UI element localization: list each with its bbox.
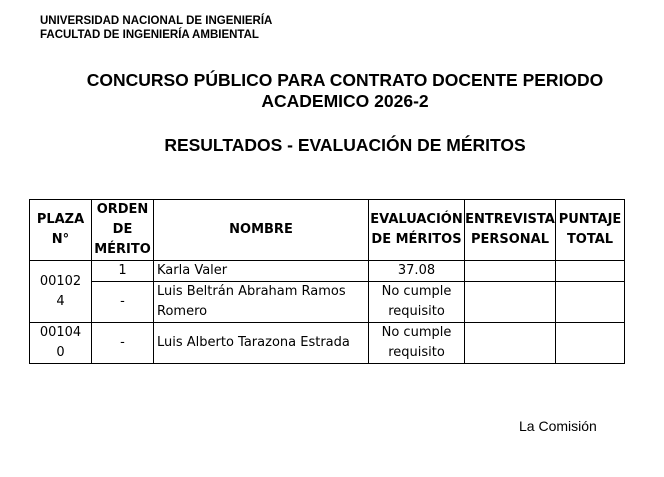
results-table [29,199,625,364]
puntaje-cell [556,323,625,364]
column-header-nombre: NOMBRE [154,200,369,261]
document-title-line-2: ACADEMICO 2026-2 [261,91,429,111]
nombre-cell: Luis Alberto Tarazona Estrada [154,323,369,364]
plaza-cell: 00102 4 [30,261,92,323]
column-header-orden: ORDEN DE MÉRITO [92,200,154,261]
column-header-evaluacion: EVALUACIÓN DE MÉRITOS [369,200,465,261]
column-header-puntaje: PUNTAJE TOTAL [556,200,625,261]
puntaje-cell [556,282,625,323]
table-row [30,323,625,364]
entrevista-cell [465,282,556,323]
nombre-cell: Luis Beltrán Abraham Ramos Romero [154,282,369,323]
entrevista-cell [465,323,556,364]
signature-committee: La Comisión [519,418,597,434]
orden-cell: - [92,323,154,364]
orden-cell: - [92,282,154,323]
nombre-cell: Karla Valer [154,261,369,282]
table-header-row [30,200,625,261]
puntaje-cell [556,261,625,282]
orden-cell: 1 [92,261,154,282]
results-title: RESULTADOS - EVALUACIÓN DE MÉRITOS [164,135,526,155]
faculty-name: FACULTAD DE INGENIERÍA AMBIENTAL [40,29,259,41]
evaluacion-cell: 37.08 [369,261,465,282]
institution-header [40,14,272,42]
entrevista-cell [465,261,556,282]
plaza-cell: 00104 0 [30,323,92,364]
evaluacion-cell: No cumple requisito [369,282,465,323]
document-title-line-1: CONCURSO PÚBLICO PARA CONTRATO DOCENTE PERIODO [86,70,604,90]
column-header-plaza: PLAZA N° [30,200,92,261]
evaluacion-cell: No cumple requisito [369,323,465,364]
table-row [30,261,625,282]
table-row [30,282,625,323]
university-name: UNIVERSIDAD NACIONAL DE INGENIERÍA [40,15,273,27]
column-header-entrevista: ENTREVISTA PERSONAL [465,200,556,261]
